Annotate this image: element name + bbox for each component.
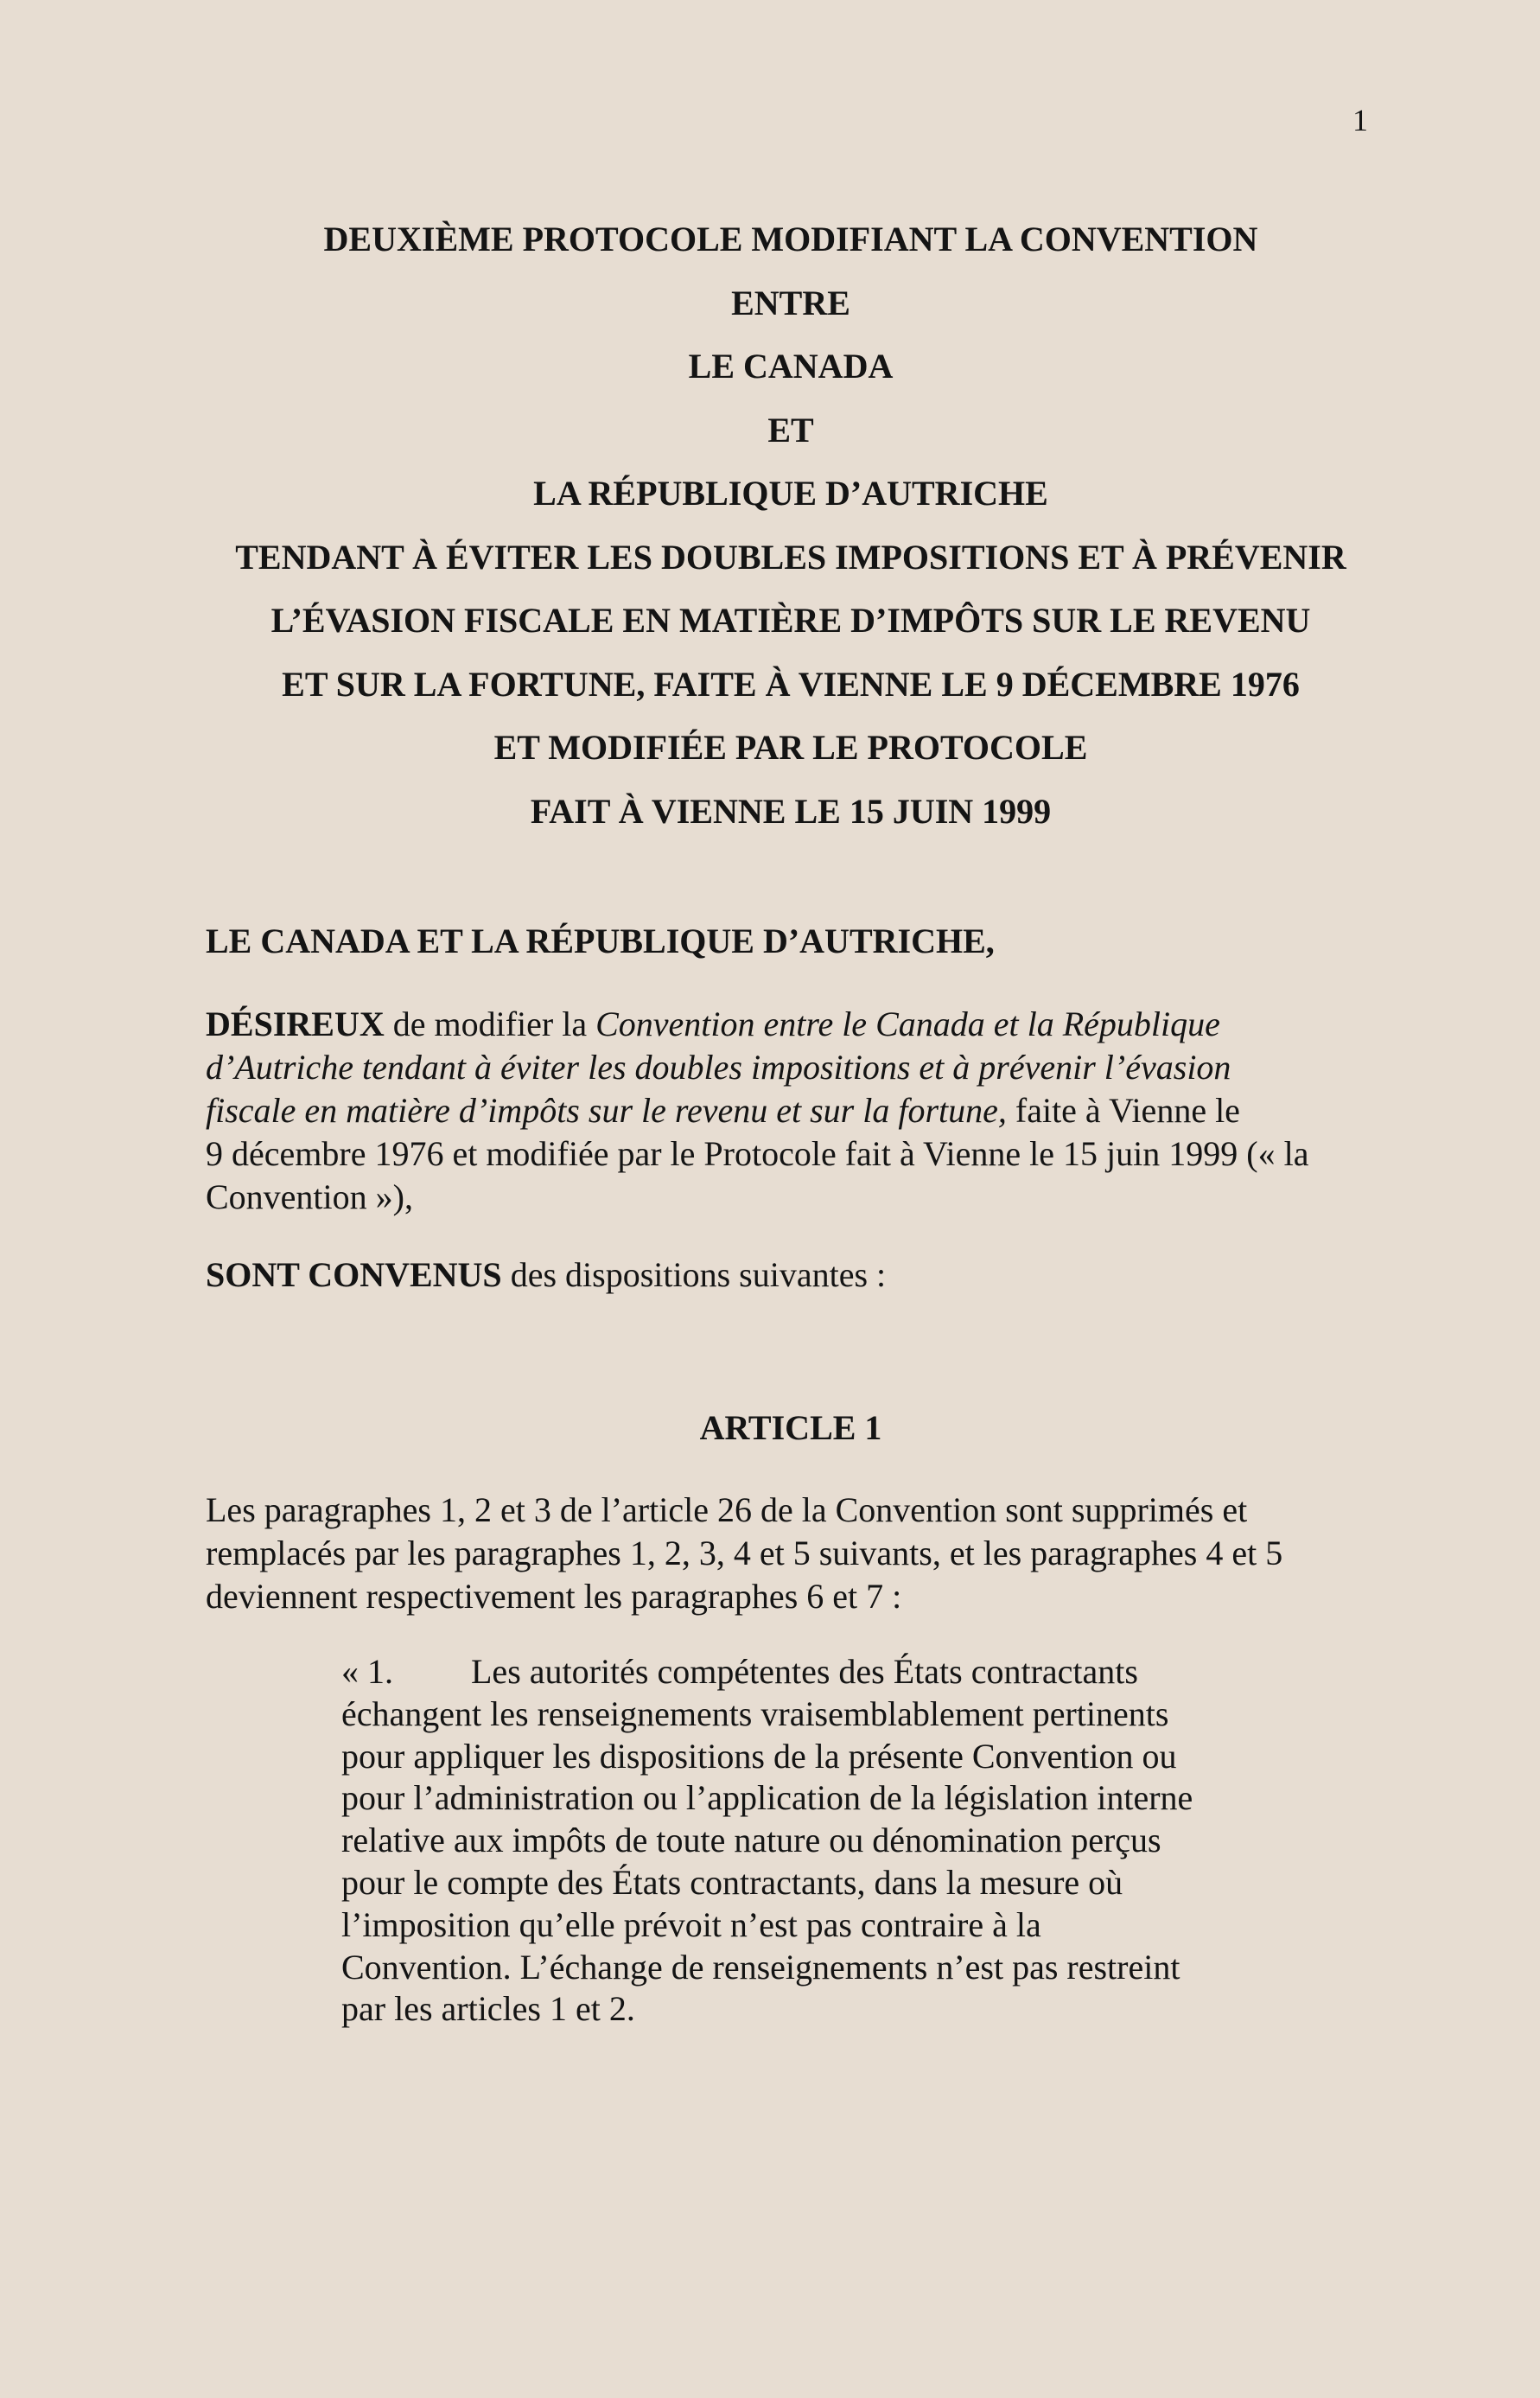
paragraph-line: pour appliquer les dispositions de la présente Convention ou: [341, 1736, 1177, 1776]
title-line: L’ÉVASION FISCALE EN MATIÈRE D’IMPÔTS SUR LE REVENU: [270, 601, 1311, 640]
paragraph-line: l’imposition qu’elle prévoit n’est pas contraire à la: [341, 1904, 1041, 1944]
convention-title-italic: Convention entre le Canada et la République: [595, 1004, 1220, 1043]
title-line: LE CANADA: [688, 347, 894, 386]
paragraph-line: [341, 1651, 1193, 1693]
quote-first-line: Les autorités compétentes des États contractants: [471, 1652, 1138, 1691]
sont-convenus-paragraph: [206, 1253, 1381, 1297]
title-line: FAIT À VIENNE LE 15 JUIN 1999: [530, 791, 1052, 831]
paragraph-line: [206, 1089, 1381, 1132]
title-line: ENTRE: [731, 283, 850, 322]
paragraph-line: remplacés par les paragraphes 1, 2, 3, 4 et 5 suivants, et les paragraphes 4 et 5: [206, 1534, 1283, 1572]
article-heading: ARTICLE 1: [699, 1408, 882, 1447]
desireux-paragraph: [206, 1003, 1381, 1219]
paragraph-number: « 1.: [341, 1652, 393, 1691]
desireux-text: faite à Vienne le: [1006, 1091, 1240, 1130]
convention-title-italic: d’Autriche tendant à éviter les doubles impositions et à prévenir l’évasion: [206, 1048, 1231, 1087]
paragraph-line: pour l’administration ou l’application de la législation interne: [341, 1778, 1193, 1818]
title-line: TENDANT À ÉVITER LES DOUBLES IMPOSITIONS ET À PRÉVENIR: [235, 537, 1346, 577]
title-line: ET SUR LA FORTUNE, FAITE À VIENNE LE 9 DÉCEMBRE 1976: [282, 664, 1300, 704]
desireux-text: de modifier la: [384, 1004, 596, 1043]
paragraph-line: deviennent respectivement les paragraphes 6 et 7 :: [206, 1577, 902, 1616]
paragraph-line: par les articles 1 et 2.: [341, 1989, 635, 2029]
paragraph-line: pour le compte des États contractants, dans la mesure où: [341, 1862, 1123, 1902]
document-title: [173, 207, 1409, 843]
parties-heading: LE CANADA ET LA RÉPUBLIQUE D’AUTRICHE,: [206, 922, 995, 960]
title-line: ET: [767, 410, 814, 450]
paragraph-line: échangent les renseignements vraisemblablement pertinents: [341, 1693, 1169, 1733]
paragraph-line: Convention. L’échange de renseignements n’est pas restreint: [341, 1947, 1180, 1987]
article-1-text: [206, 1489, 1381, 1618]
page-number: 1: [1352, 103, 1368, 137]
paragraph-line: Convention »),: [206, 1177, 413, 1216]
title-line: ET MODIFIÉE PAR LE PROTOCOLE: [493, 728, 1088, 767]
sont-convenus-text: des dispositions suivantes :: [501, 1255, 887, 1294]
paragraph-line: Les paragraphes 1, 2 et 3 de l’article 26 de la Convention sont supprimés et: [206, 1490, 1248, 1529]
paragraph-line: relative aux impôts de toute nature ou dénomination perçus: [341, 1821, 1161, 1860]
paragraph-line: [206, 1003, 1381, 1046]
paragraph-line: 9 décembre 1976 et modifiée par le Protocole fait à Vienne le 15 juin 1999 (« la: [206, 1134, 1309, 1173]
sont-convenus-lead: SONT CONVENUS: [206, 1255, 502, 1294]
convention-title-italic: fiscale en matière d’impôts sur le revenu et sur la fortune,: [206, 1091, 1007, 1130]
desireux-lead: DÉSIREUX: [206, 1004, 385, 1043]
title-line: DEUXIÈME PROTOCOLE MODIFIANT LA CONVENTION: [323, 220, 1258, 258]
title-line: LA RÉPUBLIQUE D’AUTRICHE: [533, 474, 1048, 513]
quoted-paragraph-1: [341, 1651, 1193, 2031]
paragraph-line: [206, 1253, 1381, 1297]
